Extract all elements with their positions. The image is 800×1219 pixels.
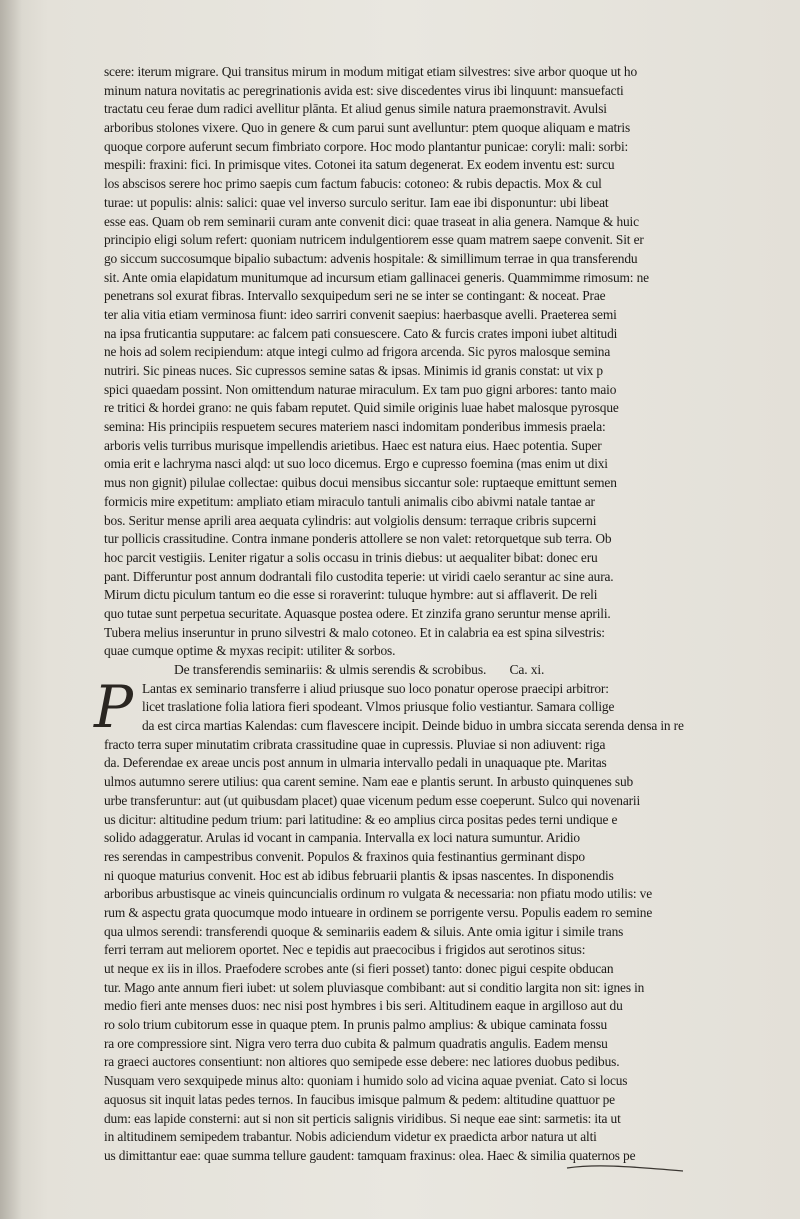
text-line: esse eas. Quam ob rem seminarii curam ante convenit dici: quae traseat in alia genera. Namque & huic [104, 213, 639, 229]
text-line: los abscisos serere hoc primo saepis cum factum fabucis: cotoneo: & rubis depactis. Mox & cul [104, 176, 602, 192]
text-line: go siccum succosumque bipalio subactum: advenis hospitale: & simillimum terrae in qua transferendu [104, 250, 638, 266]
text-line: medio fieri ante menses duos: nec nisi post hymbres i bis seri. Altitudinem eaque in argilloso aut du [104, 998, 623, 1014]
text-line: us dicitur: altitudine pedum trium: pari latitudine: & eo amplius circa positas pedes terni undique e [104, 811, 618, 827]
text-line: quo tutae sunt perpetua securitate. Aquasque postea odere. Et zinzifa grano seruntur mense aprili. [104, 605, 611, 621]
text-line: ra ore compressiore sint. Nigra vero terra duo cubita & palmum quadratis angulis. Eadem mensu [104, 1035, 608, 1051]
text-line: quae cumque optime & myxas recipit: utiliter & sorbos. [104, 643, 396, 659]
text-line: dum: eas lapide consterni: aut si non sit perticis salignis viridibus. Si neque eae sint: sarmetis: ita ut [104, 1110, 621, 1126]
text-line: penetrans sol exurat fibras. Intervallo sexquipedum seri ne se inter se contingant: & noceat. Prae [104, 288, 606, 304]
text-line: urbe transferuntur: aut (ut quibusdam placet) quae vicenum pedum esse coeperunt. Sulco qui novenarii [104, 792, 641, 808]
text-line: turae: ut populis: alnis: salici: quae vel inverso surculo seritur. Iam eae ibi disponuntur: ubi libeat [104, 194, 609, 210]
text-line: qua ulmos serendi: transferendi quoque & seminariis eadem & siluis. Ante omia igitur i simile trans [104, 923, 624, 939]
text-line: solido adaggeratur. Arulas id vocant in campania. Intervalla ex loci natura sumuntur. Aridio [104, 830, 580, 846]
text-line: ro solo trium cubitorum esse in quaque ptem. In prunis palmo amplius: & ubique caminata fossu [104, 1017, 607, 1033]
text-line: Nusquam vero sexquipede minus alto: quoniam i humido solo ad vicina aquae pveniat. Cato si locus [104, 1073, 628, 1089]
text-line: formicis mire expetitum: ampliato etiam miraculo tantuli animalis cibo abivmi natale tantae ar [104, 493, 595, 509]
text-line: re tritici & hordei grano: ne quis fabam reputet. Quid simile originis luae habet malosque pyrosque [104, 400, 619, 416]
heading-chapter-number: Ca. xi. [509, 662, 545, 677]
text-line: Tubera melius inseruntur in pruno silvestri & malo cotoneo. Et in calabria ea est spina silvestris: [104, 624, 605, 640]
text-line: da. Deferendae ex areae uncis post annum in ulmaria intervallo pedali in unaquaque pte. Maritas [104, 755, 607, 771]
text-line: ra graeci auctores consentiunt: non altiores quo semipede esse debere: nec latiores duobus pedibus. [104, 1054, 620, 1070]
text-line: in altitudinem semipedem trabantur. Nobis adiciendum videtur ex praedicta arbor natura ut alti [104, 1129, 597, 1145]
text-line: rum & aspectu grata quocumque modo intueare in ordinem se porrigente versu. Populis eadem ro semine [104, 904, 653, 920]
text-line: ulmos autumno serere utilius: qua carent semine. Nam eae e plantis serunt. In arbusto quinquenes sub [104, 774, 634, 790]
text-line: omia erit e lachryma nasci alqd: ut suo loco dicemus. Ergo e cupresso foemina (mas enim ut dixi [104, 456, 608, 472]
text-line: mespili: fraxini: fici. In primisque vites. Cotonei ita satum degenerat. Ex eodem inventu est: surcu [104, 157, 615, 173]
text-line: res serendas in campestribus convenit. Populos & fraxinos quia festinantius germinant dispo [104, 848, 585, 864]
paragraph-before-heading [104, 63, 684, 661]
ink-stroke-mark [565, 1162, 685, 1176]
page-gutter-shadow [0, 0, 22, 1219]
text-line: sit. Ante omia elapidatum munitumque ad incursum etiam gallinacei generis. Quammimme rimosum: ne [104, 269, 649, 285]
text-line: Lantas ex seminario transferre i aliud priusque suo loco ponatur operose praecipi arbitror: [142, 680, 609, 696]
text-line: arboribus stolones vixere. Quo in genere & cum parui sunt avelluntur: ptem quoque aliquam e matris [104, 120, 630, 136]
text-line: fracto terra super minutatim cribrata crassitudine quae in cupressis. Pluviae si non adiuvent: riga [104, 736, 606, 752]
text-line: ne hois ad solem recipiendum: atque integi culmo ad frigora arcenda. Sic pyros malosque semina [104, 344, 611, 360]
text-line: Mirum dictu piculum tantum eo die esse si roraverint: tuluque hymbre: aut si afflaverit. De reli [104, 587, 598, 603]
heading-title: De transferendis seminariis: & ulmis serendis & scrobibus. [174, 662, 487, 677]
text-line: pant. Differuntur post annum dodrantali filo custodita teperie: ut viridi caelo serantur ac sine aura. [104, 568, 614, 584]
initial-letter: P [94, 672, 134, 741]
text-line: arboribus arbustisque ac vineis quincuncialis ordinum ro vulgata & necessaria: non pfiatu modo utilis: ve [104, 886, 653, 902]
chapter-heading [104, 661, 684, 680]
text-line: aquosus sit inquit latas pedes ternos. In faucibus imisque palmum & pedem: altitudine quattuor pe [104, 1091, 615, 1107]
text-column [94, 63, 684, 1166]
text-line: mus non gignit) pilulae collectae: quibus docui mensibus siccantur sole: ruptaeque emittunt semen [104, 475, 617, 491]
text-line: quoque corpore auferunt secum fimbriato corpore. Hoc modo plantantur punicae: coryli: mali: sorbi: [104, 138, 629, 154]
text-line: us dimittantur eae: quae summa tellure gaudent: tamquam fraxinus: olea. Haec & similia quaternos pe [104, 1147, 636, 1163]
text-line: tur. Mago ante annum fieri iubet: ut solem pluviasque combibant: aut si conditio largita non sit: ignes in [104, 979, 645, 995]
text-line: arboris velis turribus murisque impellendis arietibus. Haec est natura eius. Haec potentia. Super [104, 437, 602, 453]
text-line: bos. Seritur mense aprili area aequata cylindris: aut volgiolis densum: terraque cribris supcerni [104, 512, 597, 528]
text-line: na ipsa fruticantia supputare: ac falcem pati consuescere. Cato & furcis crates imponi iubet altitudi [104, 325, 618, 341]
text-line: ni quoque maturius convenit. Hoc est ab idibus februarii plantis & ipsas nascentes. In disponendis [104, 867, 614, 883]
text-line: da est circa martias Kalendas: cum flavescere incipit. Deinde biduo in umbra siccata serenda densa in re [142, 718, 684, 734]
text-line: scere: iterum migrare. Qui transitus mirum in modum mitigat etiam silvestres: sive arbor quoque ut ho [104, 64, 638, 79]
text-line: spici quaedam possint. Non omittendum naturae miraculum. Ex tam puo gigni arbores: tanto maio [104, 381, 617, 397]
text-line: tractatu ceu ferae dum radici avellitur plānta. Et aliud genus simile natura praemonstravit. Avulsi [104, 101, 607, 117]
text-line: principio eligi solum refert: quoniam nutricem indulgentiorem esse quam matrem saepe convenit. Sit er [104, 232, 644, 248]
text-line: semina: His principiis respuetem secures materiem nasci indomitam ponderibus immesis praela: [104, 419, 606, 435]
text-line: tur pollicis crassitudine. Contra inmane ponderis attollere se non valet: retorquetque sub terra. Ob [104, 531, 612, 547]
text-line: minum natura novitatis ac peregrinationis avida est: sive discedentes virus ibi linquunt: mansuefacti [104, 82, 624, 98]
text-line: ferri terram aut meliorem oportet. Nec e tepidis aut praecocibus i frigidos aut serotinos situs: [104, 942, 586, 958]
text-line: ter alia vitia etiam verminosa fiunt: ideo sarriri convenit saepius: haerbasque avelli. Praeterea semi [104, 306, 617, 322]
text-line: ut neque ex iis in illos. Praefodere scrobes ante (si fieri posset) tanto: donec pigui cespite obducan [104, 961, 614, 976]
text-line: licet traslatione folia latiora fieri spodeant. Vlmos priusque folio vestiantur. Samara collige [142, 699, 615, 715]
text-line: nutriri. Sic pineas nuces. Sic cupressos semine satas & ipsas. Minimis id granis constat: ut vix p [104, 363, 603, 378]
text-line: hoc parcit vestigiis. Leniter rigatur a solis occasu in trinis diebus: ut aequaliter bibat: donec eru [104, 549, 598, 565]
paragraph-after-heading [94, 672, 684, 1166]
